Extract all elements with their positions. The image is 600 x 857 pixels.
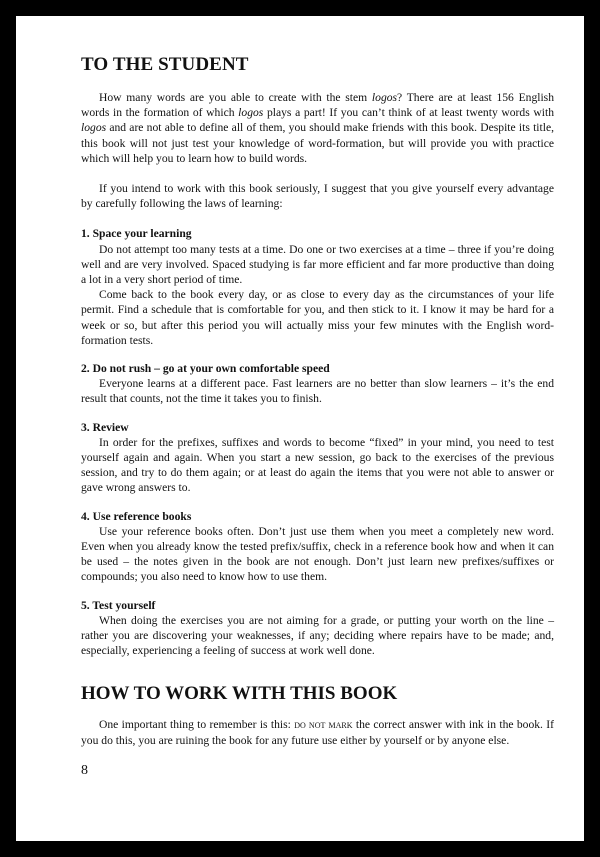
section-reference-books	[81, 509, 554, 585]
page-number: 8	[81, 763, 88, 778]
do-not-mark-emphasis: do not mark	[294, 718, 353, 731]
logos-word: logos	[371, 91, 398, 104]
intro-text: How many words are you able to create with the stem	[99, 91, 372, 104]
intro-text: ? There are at least 156 English words in the formation of which	[81, 91, 554, 120]
section-paragraph: Use your reference books often. Don’t just use them when you meet a completely new word. Even when you already know the tested prefix/suffix, check in a reference book how and when it can be used – the notes given in the book are not enough. Don’t just learn new prefixes/suffixes or compounds; you also need to know how to use them.	[81, 524, 554, 584]
section-title: 2. Do not rush – go at your own comfortable speed	[81, 362, 330, 376]
section-title: 4. Use reference books	[81, 509, 192, 523]
section-paragraph: Do not attempt too many tests at a time. Do one or two exercises at a time – three if you’re doing well and are very involved. Spaced studying is far more efficient and far more productive than doing a lot in a very short period of time.	[81, 242, 554, 287]
section-review	[81, 420, 554, 496]
section-paragraph: Everyone learns at a different pace. Fast learners are no better than slow learners – it’s the end result that counts, not the time it takes you to finish.	[81, 377, 554, 406]
section-paragraph: When doing the exercises you are not aiming for a grade, or putting your worth on the line – rather you are discovering your weaknesses, if any; deciding where repairs have to be made; and, especially, experiencing a feeling of success at work well done.	[81, 613, 554, 658]
logos-word: logos	[81, 121, 107, 135]
section-title: 5. Test yourself	[81, 598, 156, 612]
intro-paragraph-1	[81, 90, 554, 166]
final-paragraph	[81, 717, 554, 748]
intro-text: If you intend to work with this book seriously, I suggest that you give yourself every advantage by carefully following the laws of learning:	[81, 182, 554, 211]
section-do-not-rush	[81, 361, 554, 407]
intro-text: and are not able to define all of them, you should make friends with this book. Despite its title, this book will not just test your knowledge of word-formation, but will provide you with practice which will help you to learn how to build words.	[81, 121, 554, 165]
section-title: 1. Space your learning	[81, 227, 192, 241]
section-title: 3. Review	[81, 420, 129, 434]
book-page	[16, 16, 584, 841]
final-text: the correct answer with ink in the book. If you do this, you are ruining the book for any future use either by yourself or by anyone else.	[81, 717, 554, 747]
heading-how-to-work: HOW TO WORK WITH THIS BOOK	[81, 682, 398, 704]
section-paragraph: Come back to the book every day, or as close to every day as the circumstances of your life permit. Find a schedule that is comfortable for you, and then stick to it. I know it may be hard for a week or so, but after this period you will actually miss your few minutes with the English word-formation tests.	[81, 288, 554, 347]
final-text: One important thing to remember is this:	[99, 717, 295, 731]
section-paragraph: In order for the prefixes, suffixes and words to become “fixed” in your mind, you need to test yourself again and again. When you start a new session, go back to the exercises of the previous session, and try to do them again; or at least do again the items that you were not able to answer or gave wrong answers to.	[81, 435, 554, 495]
section-space-learning	[81, 226, 554, 348]
intro-paragraph-2	[81, 181, 554, 211]
heading-to-the-student: TO THE STUDENT	[81, 54, 249, 75]
section-test-yourself	[81, 598, 554, 659]
logos-word: logos	[238, 106, 264, 120]
intro-text: plays a part! If you can’t think of at least twenty words with	[263, 106, 554, 120]
